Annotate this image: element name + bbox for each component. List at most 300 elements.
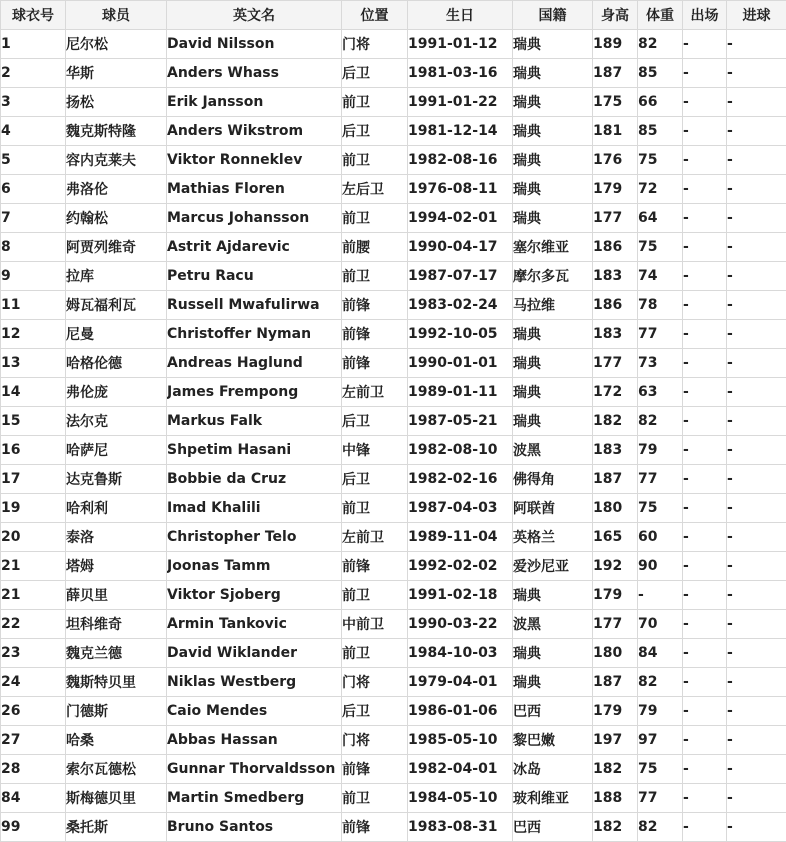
cell-goals: - [727,407,786,436]
cell-goals: - [727,639,786,668]
cell-jersey-number: 16 [1,436,66,465]
cell-appearances: - [683,581,727,610]
cell-goals: - [727,755,786,784]
cell-player-name-en: Abbas Hassan [167,726,342,755]
cell-player-name-cn: 弗伦庞 [66,378,167,407]
cell-jersey-number: 84 [1,784,66,813]
cell-goals: - [727,581,786,610]
cell-position: 门将 [342,30,408,59]
cell-player-name-en: Astrit Ajdarevic [167,233,342,262]
cell-height: 188 [593,784,638,813]
cell-height: 177 [593,349,638,378]
cell-jersey-number: 4 [1,117,66,146]
cell-height: 183 [593,436,638,465]
cell-birthday: 1982-08-16 [408,146,513,175]
cell-birthday: 1986-01-06 [408,697,513,726]
cell-weight: 63 [638,378,683,407]
cell-position: 前卫 [342,494,408,523]
cell-position: 前卫 [342,581,408,610]
cell-jersey-number: 27 [1,726,66,755]
cell-jersey-number: 6 [1,175,66,204]
cell-position: 前锋 [342,552,408,581]
cell-player-name-en: Martin Smedberg [167,784,342,813]
cell-weight: 79 [638,436,683,465]
cell-birthday: 1983-08-31 [408,813,513,842]
cell-height: 182 [593,755,638,784]
cell-goals: - [727,610,786,639]
cell-nationality: 塞尔维亚 [513,233,593,262]
cell-position: 前卫 [342,204,408,233]
cell-goals: - [727,668,786,697]
cell-height: 165 [593,523,638,552]
cell-nationality: 瑞典 [513,117,593,146]
table-row [1,175,786,204]
cell-appearances: - [683,552,727,581]
cell-birthday: 1982-04-01 [408,755,513,784]
cell-position: 门将 [342,726,408,755]
cell-appearances: - [683,233,727,262]
cell-player-name-cn: 阿贾列维奇 [66,233,167,262]
cell-nationality: 冰岛 [513,755,593,784]
cell-jersey-number: 9 [1,262,66,291]
table-row [1,30,786,59]
cell-goals: - [727,349,786,378]
cell-player-name-en: Anders Wikstrom [167,117,342,146]
cell-position: 前锋 [342,755,408,784]
cell-nationality: 巴西 [513,697,593,726]
cell-position: 前卫 [342,88,408,117]
cell-weight: 82 [638,668,683,697]
cell-height: 172 [593,378,638,407]
table-row [1,117,786,146]
cell-jersey-number: 2 [1,59,66,88]
table-row [1,610,786,639]
table-row [1,407,786,436]
cell-birthday: 1987-07-17 [408,262,513,291]
cell-birthday: 1985-05-10 [408,726,513,755]
cell-goals: - [727,320,786,349]
cell-appearances: - [683,59,727,88]
cell-height: 189 [593,30,638,59]
column-header-birthday: 生日 [408,1,513,30]
table-row [1,59,786,88]
cell-player-name-en: Gunnar Thorvaldsson [167,755,342,784]
cell-position: 后卫 [342,59,408,88]
cell-height: 177 [593,204,638,233]
cell-position: 前锋 [342,291,408,320]
cell-weight: 75 [638,494,683,523]
cell-player-name-cn: 哈桑 [66,726,167,755]
cell-height: 182 [593,813,638,842]
cell-player-name-cn: 魏斯特贝里 [66,668,167,697]
cell-jersey-number: 23 [1,639,66,668]
cell-appearances: - [683,320,727,349]
cell-player-name-cn: 哈格伦德 [66,349,167,378]
cell-birthday: 1987-05-21 [408,407,513,436]
cell-goals: - [727,204,786,233]
cell-position: 门将 [342,668,408,697]
cell-player-name-cn: 容内克莱夫 [66,146,167,175]
cell-player-name-en: Caio Mendes [167,697,342,726]
table-row [1,639,786,668]
cell-player-name-cn: 法尔克 [66,407,167,436]
cell-jersey-number: 24 [1,668,66,697]
cell-height: 183 [593,262,638,291]
cell-appearances: - [683,784,727,813]
cell-position: 前锋 [342,813,408,842]
cell-goals: - [727,813,786,842]
table-row [1,88,786,117]
cell-player-name-cn: 魏克斯特隆 [66,117,167,146]
cell-goals: - [727,697,786,726]
cell-nationality: 瑞典 [513,349,593,378]
cell-appearances: - [683,726,727,755]
cell-birthday: 1984-10-03 [408,639,513,668]
cell-weight: 82 [638,813,683,842]
cell-position: 前锋 [342,320,408,349]
cell-height: 177 [593,610,638,639]
cell-height: 186 [593,233,638,262]
cell-goals: - [727,88,786,117]
table-row [1,349,786,378]
cell-weight: 75 [638,146,683,175]
cell-player-name-cn: 泰洛 [66,523,167,552]
cell-nationality: 波黑 [513,436,593,465]
cell-appearances: - [683,755,727,784]
cell-player-name-en: Anders Whass [167,59,342,88]
cell-appearances: - [683,494,727,523]
cell-jersey-number: 22 [1,610,66,639]
cell-height: 197 [593,726,638,755]
table-row [1,813,786,842]
cell-player-name-cn: 门德斯 [66,697,167,726]
cell-birthday: 1992-10-05 [408,320,513,349]
cell-height: 192 [593,552,638,581]
cell-nationality: 佛得角 [513,465,593,494]
cell-player-name-en: Niklas Westberg [167,668,342,697]
cell-jersey-number: 99 [1,813,66,842]
cell-player-name-cn: 尼尔松 [66,30,167,59]
cell-birthday: 1982-08-10 [408,436,513,465]
cell-height: 186 [593,291,638,320]
cell-jersey-number: 20 [1,523,66,552]
cell-goals: - [727,726,786,755]
column-header-weight: 体重 [638,1,683,30]
cell-player-name-en: Andreas Haglund [167,349,342,378]
cell-height: 181 [593,117,638,146]
cell-player-name-en: Erik Jansson [167,88,342,117]
cell-position: 后卫 [342,407,408,436]
cell-weight: 77 [638,320,683,349]
cell-player-name-en: Viktor Sjoberg [167,581,342,610]
cell-weight: 60 [638,523,683,552]
table-row [1,668,786,697]
cell-weight: 64 [638,204,683,233]
table-row [1,465,786,494]
cell-birthday: 1990-03-22 [408,610,513,639]
cell-player-name-en: Marcus Johansson [167,204,342,233]
column-header-height: 身高 [593,1,638,30]
cell-height: 183 [593,320,638,349]
cell-player-name-cn: 哈利利 [66,494,167,523]
cell-nationality: 瑞典 [513,407,593,436]
cell-birthday: 1991-02-18 [408,581,513,610]
cell-nationality: 摩尔多瓦 [513,262,593,291]
cell-appearances: - [683,668,727,697]
table-row [1,146,786,175]
cell-player-name-cn: 坦科维奇 [66,610,167,639]
cell-goals: - [727,117,786,146]
cell-goals: - [727,436,786,465]
cell-nationality: 瑞典 [513,59,593,88]
cell-nationality: 瑞典 [513,175,593,204]
header-row [1,1,786,30]
cell-jersey-number: 7 [1,204,66,233]
cell-height: 180 [593,639,638,668]
cell-goals: - [727,784,786,813]
cell-player-name-cn: 姆瓦福利瓦 [66,291,167,320]
cell-weight: 75 [638,755,683,784]
cell-height: 182 [593,407,638,436]
cell-appearances: - [683,523,727,552]
cell-nationality: 巴西 [513,813,593,842]
cell-player-name-en: David Nilsson [167,30,342,59]
cell-player-name-en: Markus Falk [167,407,342,436]
cell-weight: 85 [638,117,683,146]
cell-jersey-number: 17 [1,465,66,494]
cell-birthday: 1994-02-01 [408,204,513,233]
cell-player-name-en: Joonas Tamm [167,552,342,581]
table-row [1,233,786,262]
cell-birthday: 1989-11-04 [408,523,513,552]
cell-nationality: 爱沙尼亚 [513,552,593,581]
column-header-jersey-number: 球衣号 [1,1,66,30]
table-row [1,436,786,465]
cell-player-name-cn: 弗洛伦 [66,175,167,204]
cell-height: 187 [593,465,638,494]
cell-jersey-number: 12 [1,320,66,349]
cell-player-name-en: Bruno Santos [167,813,342,842]
cell-appearances: - [683,697,727,726]
cell-jersey-number: 3 [1,88,66,117]
cell-birthday: 1984-05-10 [408,784,513,813]
cell-position: 左前卫 [342,523,408,552]
cell-goals: - [727,378,786,407]
cell-player-name-en: Christoffer Nyman [167,320,342,349]
cell-height: 179 [593,175,638,204]
cell-player-name-en: James Frempong [167,378,342,407]
cell-height: 187 [593,668,638,697]
column-header-position: 位置 [342,1,408,30]
cell-birthday: 1981-03-16 [408,59,513,88]
cell-player-name-cn: 华斯 [66,59,167,88]
cell-player-name-en: Armin Tankovic [167,610,342,639]
cell-position: 后卫 [342,697,408,726]
cell-goals: - [727,233,786,262]
column-header-goals: 进球 [727,1,786,30]
cell-weight: 97 [638,726,683,755]
cell-nationality: 玻利维亚 [513,784,593,813]
cell-weight: 78 [638,291,683,320]
column-header-nationality: 国籍 [513,1,593,30]
cell-goals: - [727,552,786,581]
cell-appearances: - [683,291,727,320]
cell-appearances: - [683,465,727,494]
cell-nationality: 马拉维 [513,291,593,320]
cell-player-name-en: Petru Racu [167,262,342,291]
cell-position: 前腰 [342,233,408,262]
cell-jersey-number: 5 [1,146,66,175]
cell-nationality: 瑞典 [513,146,593,175]
table-row [1,291,786,320]
cell-height: 176 [593,146,638,175]
table-body [1,30,786,842]
cell-player-name-cn: 拉库 [66,262,167,291]
cell-weight: 79 [638,697,683,726]
cell-position: 前锋 [342,349,408,378]
cell-appearances: - [683,175,727,204]
table-row [1,552,786,581]
cell-player-name-cn: 哈萨尼 [66,436,167,465]
cell-weight: 75 [638,233,683,262]
table-row [1,523,786,552]
column-header-appearances: 出场 [683,1,727,30]
cell-appearances: - [683,349,727,378]
cell-position: 前卫 [342,784,408,813]
cell-weight: 72 [638,175,683,204]
cell-goals: - [727,523,786,552]
cell-goals: - [727,262,786,291]
cell-goals: - [727,175,786,204]
cell-appearances: - [683,610,727,639]
cell-weight: 66 [638,88,683,117]
cell-appearances: - [683,146,727,175]
cell-birthday: 1983-02-24 [408,291,513,320]
cell-birthday: 1990-01-01 [408,349,513,378]
cell-birthday: 1979-04-01 [408,668,513,697]
cell-position: 前卫 [342,146,408,175]
cell-position: 左后卫 [342,175,408,204]
cell-nationality: 瑞典 [513,320,593,349]
cell-appearances: - [683,378,727,407]
table-row [1,262,786,291]
cell-height: 179 [593,581,638,610]
cell-goals: - [727,494,786,523]
cell-weight: 77 [638,784,683,813]
table-row [1,755,786,784]
cell-player-name-en: David Wiklander [167,639,342,668]
cell-appearances: - [683,262,727,291]
cell-player-name-en: Viktor Ronneklev [167,146,342,175]
cell-weight: 74 [638,262,683,291]
cell-jersey-number: 1 [1,30,66,59]
cell-appearances: - [683,117,727,146]
cell-player-name-en: Mathias Floren [167,175,342,204]
cell-birthday: 1982-02-16 [408,465,513,494]
cell-nationality: 瑞典 [513,204,593,233]
cell-birthday: 1992-02-02 [408,552,513,581]
cell-nationality: 黎巴嫩 [513,726,593,755]
cell-appearances: - [683,639,727,668]
cell-nationality: 瑞典 [513,30,593,59]
cell-jersey-number: 19 [1,494,66,523]
table-row [1,494,786,523]
cell-appearances: - [683,204,727,233]
cell-birthday: 1981-12-14 [408,117,513,146]
cell-player-name-cn: 索尔瓦德松 [66,755,167,784]
cell-jersey-number: 15 [1,407,66,436]
cell-nationality: 英格兰 [513,523,593,552]
cell-jersey-number: 8 [1,233,66,262]
cell-appearances: - [683,436,727,465]
cell-appearances: - [683,88,727,117]
cell-birthday: 1976-08-11 [408,175,513,204]
cell-jersey-number: 28 [1,755,66,784]
cell-height: 187 [593,59,638,88]
cell-jersey-number: 13 [1,349,66,378]
cell-weight: 84 [638,639,683,668]
cell-position: 中锋 [342,436,408,465]
cell-position: 后卫 [342,465,408,494]
cell-player-name-cn: 魏克兰德 [66,639,167,668]
cell-jersey-number: 11 [1,291,66,320]
table-row [1,320,786,349]
cell-jersey-number: 21 [1,581,66,610]
cell-weight: 73 [638,349,683,378]
cell-appearances: - [683,30,727,59]
table-row [1,784,786,813]
column-header-player-name-cn: 球员 [66,1,167,30]
cell-weight: 77 [638,465,683,494]
cell-goals: - [727,59,786,88]
cell-player-name-cn: 塔姆 [66,552,167,581]
table-row [1,204,786,233]
cell-player-name-en: Shpetim Hasani [167,436,342,465]
cell-player-name-cn: 达克鲁斯 [66,465,167,494]
cell-weight: - [638,581,683,610]
cell-weight: 85 [638,59,683,88]
cell-appearances: - [683,813,727,842]
cell-position: 左前卫 [342,378,408,407]
cell-player-name-cn: 斯梅德贝里 [66,784,167,813]
cell-player-name-en: Christopher Telo [167,523,342,552]
cell-goals: - [727,465,786,494]
cell-birthday: 1991-01-22 [408,88,513,117]
cell-player-name-en: Imad Khalili [167,494,342,523]
cell-birthday: 1989-01-11 [408,378,513,407]
cell-jersey-number: 21 [1,552,66,581]
cell-player-name-cn: 扬松 [66,88,167,117]
table-row [1,726,786,755]
table-row [1,378,786,407]
cell-player-name-cn: 桑托斯 [66,813,167,842]
cell-player-name-en: Bobbie da Cruz [167,465,342,494]
cell-weight: 90 [638,552,683,581]
cell-nationality: 瑞典 [513,639,593,668]
cell-position: 前卫 [342,262,408,291]
cell-nationality: 阿联酋 [513,494,593,523]
cell-birthday: 1990-04-17 [408,233,513,262]
cell-position: 中前卫 [342,610,408,639]
cell-height: 179 [593,697,638,726]
cell-nationality: 波黑 [513,610,593,639]
cell-nationality: 瑞典 [513,668,593,697]
cell-player-name-en: Russell Mwafulirwa [167,291,342,320]
cell-goals: - [727,30,786,59]
cell-height: 180 [593,494,638,523]
cell-weight: 70 [638,610,683,639]
column-header-player-name-en: 英文名 [167,1,342,30]
